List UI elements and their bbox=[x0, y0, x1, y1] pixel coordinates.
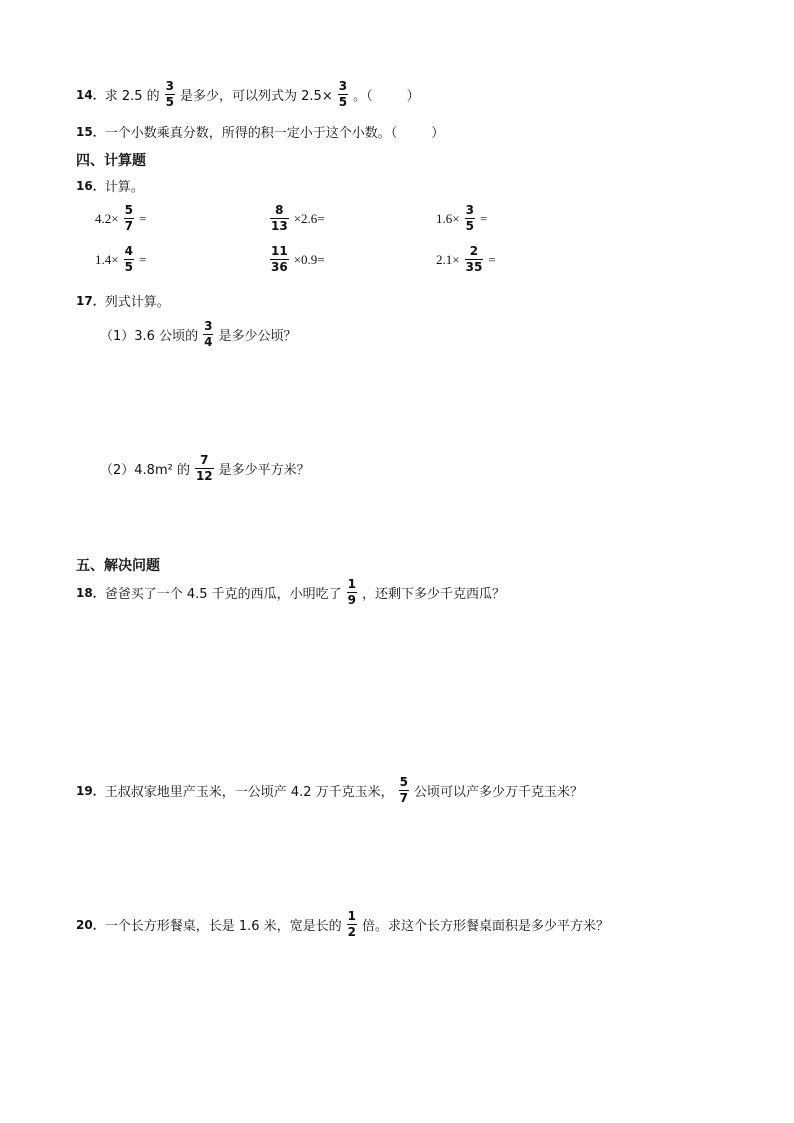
question-16 bbox=[76, 176, 144, 195]
question-number: 19． bbox=[76, 784, 105, 798]
question-number: 16． bbox=[76, 179, 105, 193]
question-20: 20． 一个长方形餐桌，长是 1.6 米，宽是长的 $\frac{1}{2}$ 倍。求这个长方形餐桌面积是多少平方米？ bbox=[76, 909, 610, 939]
question-number: 20． bbox=[76, 918, 105, 932]
question-number: 18． bbox=[76, 586, 105, 600]
calc-item: 4.2× $\frac{5}{7}$ = bbox=[95, 203, 147, 233]
sub-question-2: （2）4.8m² 的 $\frac{7}{12}$ 是多少平方米？ bbox=[100, 453, 310, 483]
question-text: 是多少，可以列式为 2.5× bbox=[180, 89, 333, 104]
question-text: 计算。 bbox=[104, 180, 144, 195]
answer-paren-close: ） bbox=[431, 126, 445, 141]
calc-item: 1.6× $\frac{3}{5}$ = bbox=[436, 203, 488, 233]
question-17 bbox=[76, 291, 170, 310]
question-text: 一个小数乘真分数，所得的积一定小于这个小数。（ bbox=[104, 126, 398, 141]
sub-question-1: （1）3.6 公顷的 $\frac{3}{4}$ 是多少公顷？ bbox=[100, 319, 297, 349]
calc-item: $\frac{11}{36}$ ×0.9= bbox=[271, 244, 325, 274]
question-18: 18． 爸爸买了一个 4.5 千克的西瓜，小明吃了 $\frac{1}{9}$ ，还剩下多少千克西瓜？ bbox=[76, 577, 506, 607]
question-number: 17． bbox=[76, 294, 105, 308]
calc-item: 1.4× $\frac{4}{5}$ = bbox=[95, 244, 147, 274]
calc-item: $\frac{8}{13}$ ×2.6= bbox=[271, 203, 325, 233]
question-text: 列式计算。 bbox=[104, 295, 170, 310]
question-15 bbox=[76, 122, 444, 141]
question-text: 求 2.5 的 bbox=[104, 89, 160, 104]
question-19: 19． 王叔叔家地里产玉米，一公顷产 4.2 万千克玉米， $\frac{5}{7}$ 公顷可以产多少万千克玉米？ bbox=[76, 775, 584, 805]
section-title: 五、解决问题 bbox=[76, 558, 160, 574]
fraction: $\frac{3}{5}$ bbox=[165, 79, 175, 109]
calc-item: 2.1× $\frac{2}{35}$ = bbox=[436, 244, 496, 274]
question-number: 15． bbox=[76, 125, 105, 139]
answer-paren-open: 。（ bbox=[353, 89, 373, 104]
question-14 bbox=[76, 80, 420, 109]
question-number: 14． bbox=[76, 88, 105, 102]
section-title: 四、计算题 bbox=[76, 153, 146, 169]
fraction: $\frac{3}{5}$ bbox=[338, 79, 348, 109]
answer-paren-close: ） bbox=[406, 89, 420, 104]
